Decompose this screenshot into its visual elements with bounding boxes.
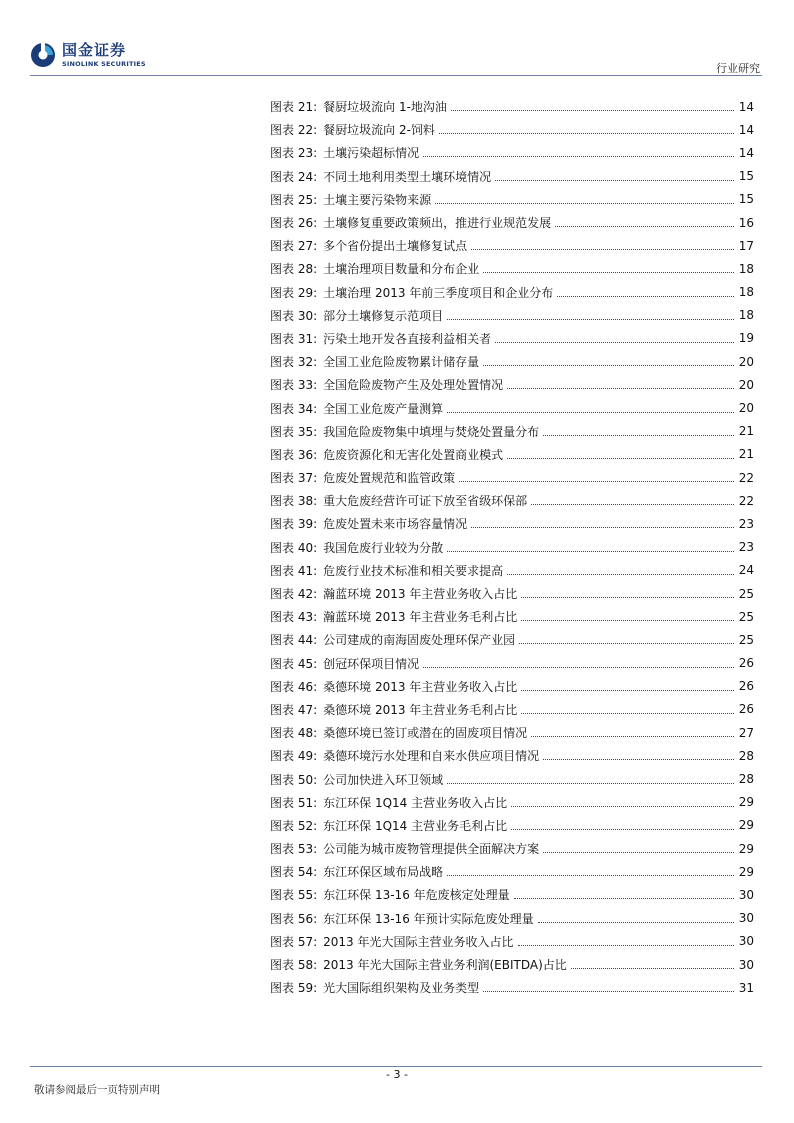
toc-entry[interactable] — [270, 466, 754, 489]
toc-entry-page: 15 — [738, 169, 754, 184]
toc-entry-title: 桑德环境污水处理和自来水供应项目情况 — [323, 749, 540, 764]
toc-entry-label: 图表 48: — [270, 726, 318, 741]
toc-entry-title: 桑德环境 2013 年主营业务收入占比 — [323, 679, 518, 694]
toc-entry-page: 16 — [738, 215, 754, 230]
brand-name-cn: 国金证券 — [62, 40, 127, 59]
toc-entry-page: 18 — [738, 308, 754, 323]
toc-entry-title: 全国工业危废产量测算 — [323, 401, 444, 416]
toc-dot-leader — [518, 945, 735, 946]
toc-entry-label: 图表 49: — [270, 749, 318, 764]
toc-entry-label: 图表 26: — [270, 216, 318, 231]
toc-entry-page: 14 — [738, 99, 754, 114]
toc-entry-page: 28 — [738, 748, 754, 763]
toc-entry[interactable] — [270, 930, 754, 953]
toc-dot-leader — [521, 597, 734, 598]
toc-entry[interactable] — [270, 837, 754, 860]
toc-entry-title: 危废资源化和无害化处置商业模式 — [323, 447, 504, 462]
toc-entry[interactable] — [270, 907, 754, 930]
toc-dot-leader — [543, 852, 734, 853]
toc-entry[interactable] — [270, 698, 754, 721]
toc-entry[interactable] — [270, 443, 754, 466]
toc-entry-page: 27 — [738, 725, 754, 740]
toc-entry[interactable] — [270, 512, 754, 535]
toc-entry-page: 26 — [738, 702, 754, 717]
toc-entry-page: 15 — [738, 192, 754, 207]
toc-entry-title: 污染土地开发各直接利益相关者 — [323, 331, 492, 346]
toc-entry-label: 图表 41: — [270, 563, 318, 578]
toc-entry-title: 土壤污染超标情况 — [323, 146, 420, 161]
brand-name — [62, 40, 146, 68]
toc-entry-label: 图表 45: — [270, 656, 318, 671]
toc-entry-label: 图表 43: — [270, 610, 318, 625]
toc-entry-title: 我国危险废物集中填埋与焚烧处置量分布 — [323, 424, 540, 439]
toc-dot-leader — [495, 180, 734, 181]
sinolink-logo-icon — [30, 42, 56, 68]
toc-entry[interactable] — [270, 721, 754, 744]
toc-entry-title: 瀚蓝环境 2013 年主营业务收入占比 — [323, 587, 518, 602]
toc-dot-leader — [531, 504, 734, 505]
toc-dot-leader — [483, 991, 734, 992]
toc-entry[interactable] — [270, 883, 754, 906]
toc-entry-page: 30 — [738, 911, 754, 926]
toc-dot-leader — [511, 806, 734, 807]
toc-dot-leader — [423, 667, 734, 668]
toc-dot-leader — [447, 783, 734, 784]
toc-entry-title: 桑德环境已签订或潜在的固废项目情况 — [323, 726, 528, 741]
toc-entry[interactable] — [270, 396, 754, 419]
toc-entry[interactable] — [270, 373, 754, 396]
footer-divider — [30, 1066, 762, 1067]
toc-entry-title: 多个省份提出土壤修复试点 — [323, 239, 468, 254]
toc-entry[interactable] — [270, 628, 754, 651]
page-header — [0, 0, 794, 80]
toc-entry-title: 创冠环保项目情况 — [323, 656, 420, 671]
toc-entry[interactable] — [270, 234, 754, 257]
toc-entry-label: 图表 40: — [270, 540, 318, 555]
toc-entry-label: 图表 21: — [270, 100, 318, 115]
toc-entry-label: 图表 30: — [270, 308, 318, 323]
toc-entry-label: 图表 34: — [270, 401, 318, 416]
toc-entry-title: 部分土壤修复示范项目 — [323, 308, 444, 323]
toc-entry-label: 图表 37: — [270, 471, 318, 486]
toc-entry-page: 29 — [738, 864, 754, 879]
toc-entry[interactable] — [270, 420, 754, 443]
toc-entry-page: 24 — [738, 563, 754, 578]
toc-entry-page: 20 — [738, 354, 754, 369]
toc-entry-title: 危废处置未来市场容量情况 — [323, 517, 468, 532]
toc-entry-label: 图表 42: — [270, 587, 318, 602]
toc-entry-title: 土壤主要污染物来源 — [323, 192, 432, 207]
toc-entry[interactable] — [270, 281, 754, 304]
toc-entry[interactable] — [270, 976, 754, 999]
toc-dot-leader — [447, 319, 734, 320]
toc-entry-label: 图表 22: — [270, 123, 318, 138]
toc-dot-leader — [471, 249, 734, 250]
toc-entry-title: 公司加快进入环卫领域 — [323, 772, 444, 787]
toc-dot-leader — [451, 110, 734, 111]
toc-dot-leader — [511, 829, 734, 830]
toc-dot-leader — [521, 713, 734, 714]
toc-entry-title: 2013 年光大国际主营业务利润(EBITDA)占比 — [323, 958, 567, 973]
toc-entry[interactable] — [270, 675, 754, 698]
toc-dot-leader — [483, 365, 734, 366]
disclaimer-text: 敬请参阅最后一页特别声明 — [34, 1084, 160, 1096]
toc-dot-leader — [507, 458, 734, 459]
toc-dot-leader — [439, 133, 734, 134]
toc-entry-title: 桑德环境 2013 年主营业务毛利占比 — [323, 702, 518, 717]
toc-entry[interactable] — [270, 953, 754, 976]
toc-entry[interactable] — [270, 536, 754, 559]
toc-entry-title: 餐厨垃圾流向 1-地沟油 — [323, 100, 447, 115]
toc-entry-title: 东江环保区域布局战略 — [323, 865, 444, 880]
toc-entry[interactable] — [270, 257, 754, 280]
toc-dot-leader — [571, 968, 734, 969]
toc-dot-leader — [471, 527, 734, 528]
toc-dot-leader — [447, 412, 734, 413]
toc-dot-leader — [531, 736, 734, 737]
toc-entry-page: 23 — [738, 516, 754, 531]
toc-dot-leader — [495, 342, 734, 343]
toc-entry-title: 危废处置规范和监管政策 — [323, 471, 456, 486]
toc-entry-title: 公司建成的南海固废处理环保产业园 — [323, 633, 516, 648]
toc-entry-label: 图表 46: — [270, 679, 318, 694]
toc-dot-leader — [447, 551, 734, 552]
toc-entry-label: 图表 51: — [270, 795, 318, 810]
toc-dot-leader — [538, 922, 734, 923]
toc-entry-label: 图表 58: — [270, 958, 318, 973]
toc-entry-title: 全国危险废物产生及处理处置情况 — [323, 378, 504, 393]
toc-entry-title: 公司能为城市废物管理提供全面解决方案 — [323, 842, 540, 857]
toc-entry-title: 光大国际组织架构及业务类型 — [323, 981, 480, 996]
toc-entry-label: 图表 29: — [270, 285, 318, 300]
toc-dot-leader — [507, 574, 734, 575]
toc-entry-title: 土壤治理项目数量和分布企业 — [323, 262, 480, 277]
toc-dot-leader — [459, 481, 734, 482]
toc-entry-page: 25 — [738, 586, 754, 601]
toc-entry-label: 图表 50: — [270, 772, 318, 787]
toc-entry[interactable] — [270, 304, 754, 327]
toc-entry[interactable] — [270, 814, 754, 837]
toc-entry[interactable] — [270, 350, 754, 373]
toc-entry[interactable] — [270, 605, 754, 628]
toc-dot-leader — [514, 898, 734, 899]
toc-entry-page: 29 — [738, 818, 754, 833]
toc-entry-label: 图表 55: — [270, 888, 318, 903]
toc-dot-leader — [521, 690, 734, 691]
toc-entry-label: 图表 28: — [270, 262, 318, 277]
toc-entry-label: 图表 35: — [270, 424, 318, 439]
toc-dot-leader — [557, 296, 734, 297]
toc-entry[interactable] — [270, 744, 754, 767]
toc-entry-title: 我国危废行业较为分散 — [323, 540, 444, 555]
toc-entry-title: 东江环保 1Q14 主营业务毛利占比 — [323, 818, 508, 833]
toc-entry-page: 25 — [738, 632, 754, 647]
toc-entry-page: 23 — [738, 540, 754, 555]
toc-entry-page: 18 — [738, 285, 754, 300]
toc-dot-leader — [521, 620, 734, 621]
toc-entry[interactable] — [270, 489, 754, 512]
toc-entry-title: 全国工业危险废物累计储存量 — [323, 355, 480, 370]
toc-entry-label: 图表 23: — [270, 146, 318, 161]
toc-entry-label: 图表 52: — [270, 818, 318, 833]
toc-dot-leader — [435, 203, 734, 204]
toc-entry-title: 餐厨垃圾流向 2-饲料 — [323, 123, 435, 138]
toc-entry[interactable] — [270, 141, 754, 164]
toc-entry-page: 29 — [738, 795, 754, 810]
toc-entry-page: 20 — [738, 377, 754, 392]
toc-entry-label: 图表 54: — [270, 865, 318, 880]
toc-entry[interactable] — [270, 652, 754, 675]
toc-entry[interactable] — [270, 165, 754, 188]
toc-entry[interactable] — [270, 188, 754, 211]
toc-entry[interactable] — [270, 327, 754, 350]
toc-entry-label: 图表 53: — [270, 842, 318, 857]
figure-list — [270, 95, 754, 999]
toc-entry-page: 14 — [738, 145, 754, 160]
toc-entry-page: 26 — [738, 679, 754, 694]
toc-entry[interactable] — [270, 582, 754, 605]
toc-dot-leader — [519, 643, 734, 644]
toc-entry[interactable] — [270, 118, 754, 141]
toc-entry-page: 30 — [738, 934, 754, 949]
toc-entry-page: 21 — [738, 424, 754, 439]
toc-entry-page: 14 — [738, 122, 754, 137]
toc-entry-page: 30 — [738, 957, 754, 972]
toc-entry-page: 31 — [738, 980, 754, 995]
toc-entry[interactable] — [270, 559, 754, 582]
brand-name-en: SINOLINK SECURITIES — [62, 59, 146, 68]
toc-entry[interactable] — [270, 791, 754, 814]
toc-entry-title: 2013 年光大国际主营业务收入占比 — [323, 934, 514, 949]
toc-entry-label: 图表 32: — [270, 355, 318, 370]
toc-entry-page: 25 — [738, 609, 754, 624]
toc-entry-label: 图表 59: — [270, 981, 318, 996]
toc-entry-page: 20 — [738, 401, 754, 416]
toc-entry-page: 21 — [738, 447, 754, 462]
toc-entry-page: 30 — [738, 887, 754, 902]
toc-dot-leader — [507, 388, 734, 389]
toc-entry-label: 图表 38: — [270, 494, 318, 509]
toc-dot-leader — [423, 156, 734, 157]
toc-entry-title: 东江环保 13-16 年危废核定处理量 — [323, 888, 510, 903]
toc-dot-leader — [483, 272, 734, 273]
toc-entry-page: 29 — [738, 841, 754, 856]
toc-dot-leader — [555, 226, 734, 227]
toc-entry[interactable] — [270, 95, 754, 118]
toc-entry-title: 东江环保 13-16 年预计实际危废处理量 — [323, 911, 534, 926]
toc-entry-page: 17 — [738, 238, 754, 253]
toc-entry[interactable] — [270, 211, 754, 234]
toc-entry-title: 土壤修复重要政策频出，推进行业规范发展 — [323, 216, 552, 231]
toc-entry-title: 不同土地利用类型土壤环境情况 — [323, 169, 492, 184]
toc-dot-leader — [543, 759, 734, 760]
toc-entry-label: 图表 47: — [270, 702, 318, 717]
header-divider — [30, 75, 762, 76]
toc-entry-title: 东江环保 1Q14 主营业务收入占比 — [323, 795, 508, 810]
toc-entry-label: 图表 31: — [270, 331, 318, 346]
toc-entry-label: 图表 33: — [270, 378, 318, 393]
toc-entry-page: 28 — [738, 772, 754, 787]
toc-entry-label: 图表 24: — [270, 169, 318, 184]
toc-entry-title: 土壤治理 2013 年前三季度项目和企业分布 — [323, 285, 554, 300]
page-number: - 3 - — [386, 1068, 408, 1081]
toc-entry-page: 19 — [738, 331, 754, 346]
toc-entry-title: 瀚蓝环境 2013 年主营业务毛利占比 — [323, 610, 518, 625]
toc-entry-label: 图表 27: — [270, 239, 318, 254]
report-type: 行业研究 — [716, 62, 760, 75]
toc-entry-label: 图表 25: — [270, 192, 318, 207]
toc-entry-title: 危废行业技术标准和相关要求提高 — [323, 563, 504, 578]
toc-entry-page: 26 — [738, 656, 754, 671]
toc-entry-label: 图表 39: — [270, 517, 318, 532]
toc-entry-page: 22 — [738, 470, 754, 485]
toc-entry-page: 22 — [738, 493, 754, 508]
toc-entry-label: 图表 57: — [270, 934, 318, 949]
toc-entry-label: 图表 56: — [270, 911, 318, 926]
toc-entry-title: 重大危废经营许可证下放至省级环保部 — [323, 494, 528, 509]
toc-entry-label: 图表 36: — [270, 447, 318, 462]
toc-entry-page: 18 — [738, 261, 754, 276]
toc-entry[interactable] — [270, 767, 754, 790]
toc-dot-leader — [543, 435, 734, 436]
brand-logo — [30, 42, 146, 68]
toc-entry-label: 图表 44: — [270, 633, 318, 648]
toc-entry[interactable] — [270, 860, 754, 883]
toc-dot-leader — [447, 875, 734, 876]
